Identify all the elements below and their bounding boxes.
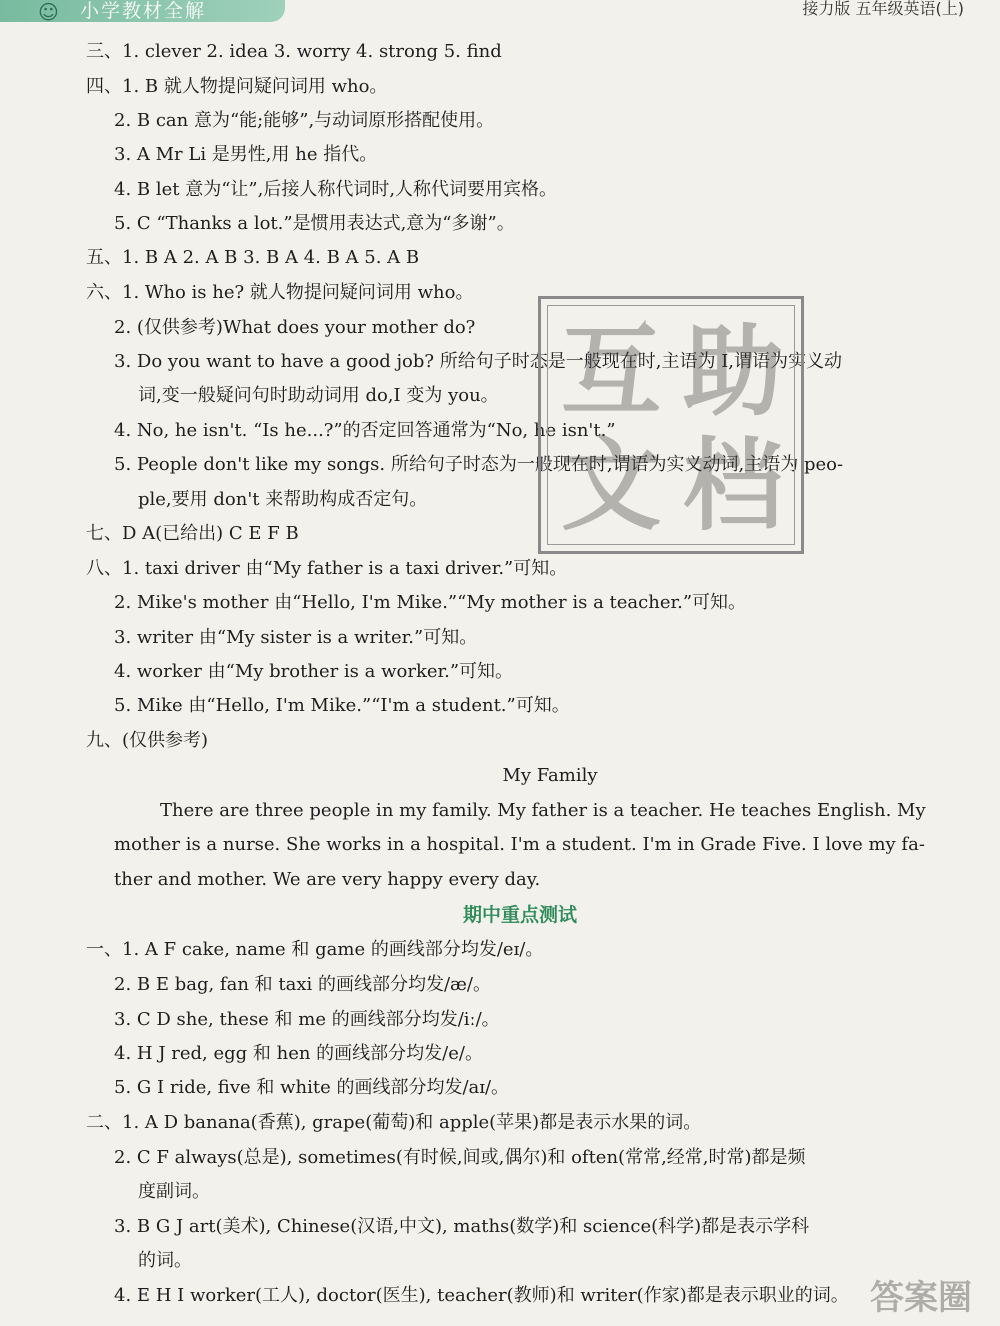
answer-line: 4. B let 意为“让”,后接人称代词时,人称代词要用宾格。	[114, 179, 558, 200]
answer-line: 九、(仅供参考)	[86, 730, 209, 751]
section-title: 期中重点测试	[462, 904, 577, 926]
answer-line: ther and mother. We are very happy every day.	[114, 869, 541, 890]
watermark-char: 档	[683, 427, 783, 544]
answer-line: 2. B can 意为“能;能够”,与动词原形搭配使用。	[114, 110, 495, 131]
answer-line: There are three people in my family. My father is a teacher. He teaches English. My	[160, 800, 926, 821]
book-title: 小学教材全解	[80, 0, 207, 22]
answer-line: 七、D A(已给出) C E F B	[86, 523, 299, 544]
answer-line: 3. C D she, these 和 me 的画线部分均发/iː/。	[114, 1009, 500, 1030]
mascot-icon: ☺	[38, 0, 59, 24]
answer-line: 3. writer 由“My sister is a writer.”可知。	[114, 627, 478, 648]
answer-line: 度副词。	[138, 1181, 210, 1202]
watermark-stamp	[538, 296, 804, 554]
answer-line: 一、1. A F cake, name 和 game 的画线部分均发/eɪ/。	[86, 939, 544, 960]
answer-line: 六、1. Who is he? 就人物提问疑问词用 who。	[86, 282, 474, 303]
answer-line: 2. B E bag, fan 和 taxi 的画线部分均发/æ/。	[114, 974, 491, 995]
answer-line: 词,变一般疑问句时助动词用 do,I 变为 you。	[138, 385, 499, 406]
answer-line: 二、1. A D banana(香蕉), grape(葡萄)和 apple(苹果)都是表示水果的词。	[86, 1112, 702, 1133]
answer-line: ple,要用 don't 来帮助构成否定句。	[138, 489, 428, 510]
watermark-char: 助	[683, 313, 783, 430]
answer-line: 3. Do you want to have a good job? 所给句子时态是一般现在时,主语为 I,谓语为实义动	[114, 351, 843, 372]
answer-line: 4. H J red, egg 和 hen 的画线部分均发/e/。	[114, 1043, 483, 1064]
answer-line: 4. worker 由“My brother is a worker.”可知。	[114, 661, 514, 682]
book-edition: 接力版 五年级英语(上)	[802, 0, 964, 18]
answer-line: 4. E H I worker(工人), doctor(医生), teacher(教师)和 writer(作家)都是表示职业的词。	[114, 1285, 849, 1306]
answer-line: 5. People don't like my songs. 所给句子时态为一般现在时,谓语为实义动词,主语为 peo-	[114, 454, 844, 475]
answer-line: 八、1. taxi driver 由“My father is a taxi driver.”可知。	[86, 558, 568, 579]
answer-line: 4. No, he isn't. “Is he...?”的否定回答通常为“No, he isn't.”	[114, 420, 616, 441]
page-header	[0, 0, 1000, 26]
watermark-char: 互	[561, 313, 661, 430]
watermark-char: 文	[561, 427, 661, 544]
answer-line: 三、1. clever 2. idea 3. worry 4. strong 5. find	[86, 41, 502, 62]
answer-line: 5. G I ride, five 和 white 的画线部分均发/aɪ/。	[114, 1077, 510, 1098]
answer-line: mother is a nurse. She works in a hospital. I'm a student. I'm in Grade Five. I love my fa-	[114, 834, 925, 855]
answer-line: 3. B G J art(美术), Chinese(汉语,中文), maths(数学)和 science(科学)都是表示学科	[114, 1216, 810, 1237]
answer-line: 的词。	[138, 1250, 192, 1271]
site-logo-watermark: 答案圈	[870, 1278, 972, 1318]
answer-line: 五、1. B A 2. A B 3. B A 4. B A 5. A B	[86, 247, 420, 268]
essay-title: My Family	[502, 765, 598, 786]
answer-line: 2. C F always(总是), sometimes(有时候,间或,偶尔)和 often(常常,经常,时常)都是频	[114, 1147, 806, 1168]
answer-line: 5. Mike 由“Hello, I'm Mike.”“I'm a student.”可知。	[114, 695, 570, 716]
answer-line: 3. A Mr Li 是男性,用 he 指代。	[114, 144, 378, 165]
answer-line: 2. Mike's mother 由“Hello, I'm Mike.”“My mother is a teacher.”可知。	[114, 592, 747, 613]
answer-line: 5. C “Thanks a lot.”是惯用表达式,意为“多谢”。	[114, 213, 515, 234]
answer-line: 四、1. B 就人物提问疑问词用 who。	[86, 76, 388, 97]
answer-line: 2. (仅供参考)What does your mother do?	[114, 317, 476, 338]
